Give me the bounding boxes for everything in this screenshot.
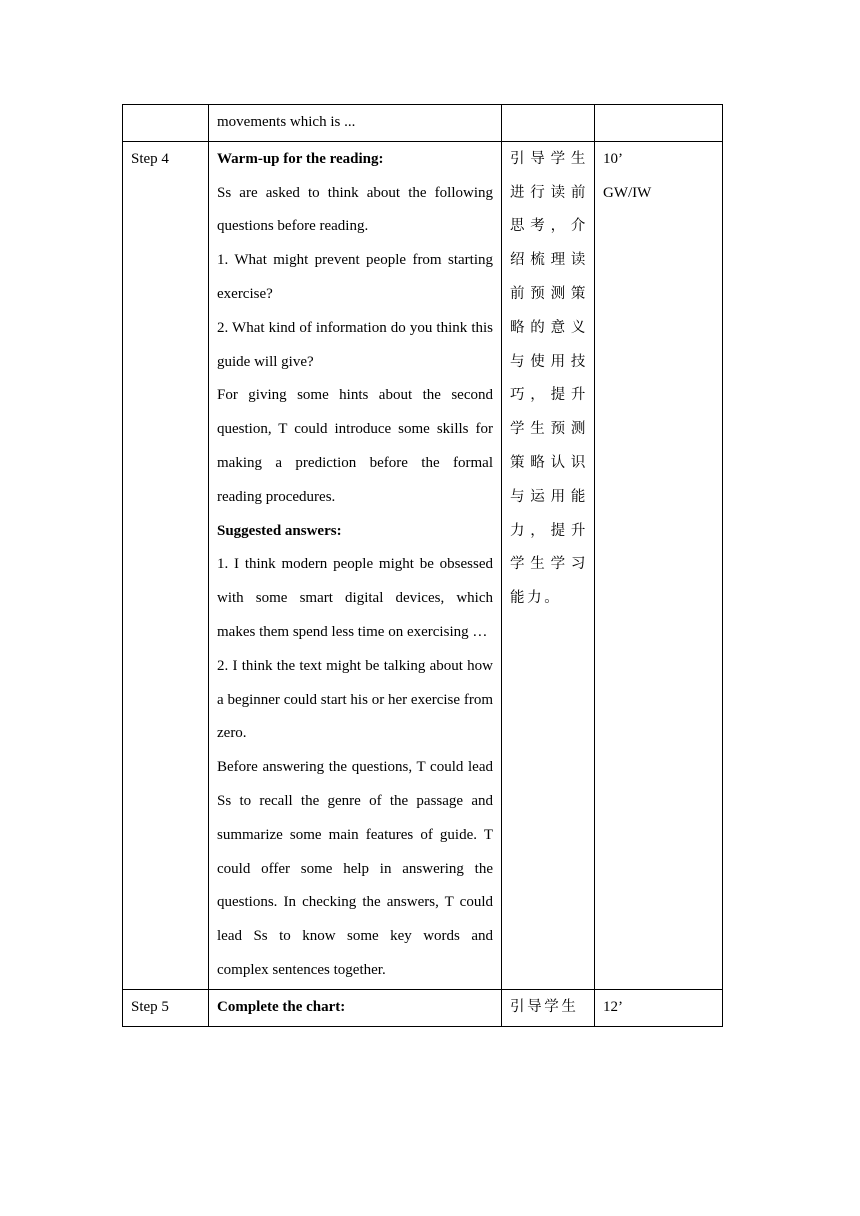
section-heading: Complete the chart: [217,998,346,1015]
step-cell: Step 5 [123,989,209,1026]
purpose-cell [502,989,595,1026]
content-text: Ss are asked to think about the following questions before reading. [217,184,493,235]
section-heading: Warm-up for the reading: [217,150,384,167]
table-row [123,141,723,989]
content-cell [209,989,502,1026]
time-cell [595,141,723,989]
time-text: 12’ [603,998,623,1015]
content-cell [209,105,502,142]
step-cell: Step 4 [123,141,209,989]
mode-text: GW/IW [603,184,652,201]
purpose-cell [502,141,595,989]
step-cell [123,105,209,142]
content-text: For giving some hints about the second question, T could introduce some skills for making a prediction before the formal reading procedures. [217,387,493,505]
time-cell [595,989,723,1026]
content-text: Before answering the questions, T could lead Ss to recall the genre of the passage and summarize some main features of guide. T could offer some help in answering the questions. In checking the answers, T could lead Ss to know some key words and complex sentences together. [217,759,493,978]
purpose-text: 引导学生 [510,998,579,1015]
table-row [123,989,723,1026]
lesson-plan-table [122,104,723,1027]
answer-2: 2. I think the text might be talking about how a beginner could start his or her exercise from zero. [217,657,493,742]
answers-heading: Suggested answers: [217,522,342,539]
content-cell [209,141,502,989]
question-1: 1. What might prevent people from starting exercise? [217,252,493,302]
time-text: 10’ [603,150,623,167]
content-text: movements which is ... [217,114,356,130]
answer-1: 1. I think modern people might be obsessed with some smart digital devices, which makes them spend less time on exercising … [217,556,493,640]
purpose-cell [502,105,595,142]
time-cell [595,105,723,142]
purpose-text: 引导学生进行读前思考，介绍梳理读前预测策略的意义与使用技巧，提升学生预测策略认识与运用能力，提升学生学习能力。 [510,150,588,607]
table-row [123,105,723,142]
question-2: 2. What kind of information do you think this guide will give? [217,319,493,370]
